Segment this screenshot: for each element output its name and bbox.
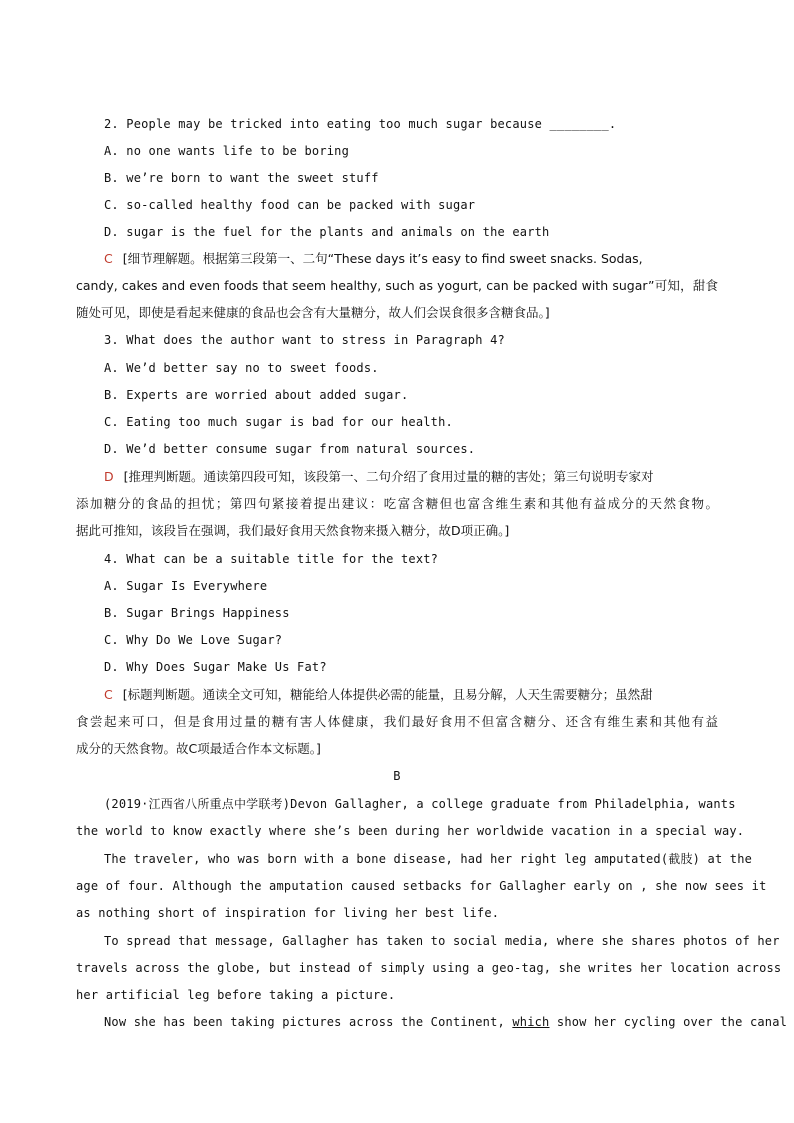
passage-p1-line-2: the world to know exactly where she’s been during her worldwide vacation in a special way.	[76, 824, 745, 838]
q4-answer: C	[104, 687, 113, 702]
q2-option-b: B. we’re born to want the sweet stuff	[104, 171, 379, 185]
passage-p1-line-1: (2019·江西省八所重点中学联考)Devon Gallagher, a college graduate from Philadelphia, wants	[104, 797, 736, 811]
q4-option-d: D. Why Does Sugar Make Us Fat?	[104, 660, 327, 674]
q3-explanation-line-2: 添加糖分的食品的担忧；第四句紧接着提出建议：吃富含糖但也富含维生素和其他有益成分的天然食物。	[76, 496, 718, 511]
q2-option-a: A. no one wants life to be boring	[104, 144, 350, 158]
q4-option-b: B. Sugar Brings Happiness	[104, 606, 290, 620]
passage-p2-line-2: age of four. Although the amputation caused setbacks for Gallagher early on , she now sees it	[76, 879, 767, 893]
q2-explanation-line-1: C [细节理解题。根据第三段第一、二句“These days it’s easy to find sweet snacks. Sodas,	[104, 251, 643, 266]
passage-p3-line-1: To spread that message, Gallagher has taken to social media, where she shares photos of her	[104, 934, 780, 948]
q2-option-d: D. sugar is the fuel for the plants and animals on the earth	[104, 225, 550, 239]
q3-stem: 3. What does the author want to stress in Paragraph 4?	[104, 333, 505, 347]
q3-option-b: B. Experts are worried about added sugar.	[104, 388, 409, 402]
q2-option-c: C. so-called healthy food can be packed with sugar	[104, 198, 476, 212]
section-heading: B	[393, 769, 401, 783]
passage-p2-line-3: as nothing short of inspiration for living her best life.	[76, 906, 500, 920]
passage-p2-line-1: The traveler, who was born with a bone disease, had her right leg amputated(截肢) at the	[104, 852, 753, 866]
passage-p3-line-2: travels across the globe, but instead of simply using a geo-tag, she writes her location across	[76, 961, 782, 975]
q3-explanation-line-1: D [推理判断题。通读第四段可知，该段第一、二句介绍了食用过量的糖的害处；第三句说明专家对	[104, 469, 654, 484]
passage-p3-line-3: her artificial leg before taking a picture.	[76, 988, 396, 1002]
q4-option-c: C. Why Do We Love Sugar?	[104, 633, 283, 647]
passage-p4-line-1: Now she has been taking pictures across the Continent, which show her cycling over the canal	[104, 1015, 788, 1029]
q4-explanation-line-3: 成分的天然食物。故C项最适合作本文标题。]	[76, 741, 321, 756]
q2-explanation-line-2: candy, cakes and even foods that seem healthy, such as yogurt, can be packed with sugar”可知，甜食	[76, 278, 718, 293]
underlined-word: which	[512, 1015, 550, 1029]
q2-answer: C	[104, 251, 113, 266]
q4-explanation-line-2: 食尝起来可口，但是食用过量的糖有害人体健康，我们最好食用不但富含糖分、还含有维生素和其他有益	[76, 714, 718, 729]
q3-option-a: A. We’d better say no to sweet foods.	[104, 361, 379, 375]
q3-answer: D	[104, 469, 114, 484]
q4-explanation-line-1: C [标题判断题。通读全文可知，糖能给人体提供必需的能量，且易分解，人天生需要糖分；虽然甜	[104, 687, 653, 702]
q2-explanation-line-3: 随处可见，即使是看起来健康的食品也会含有大量糖分，故人们会误食很多含糖食品。]	[76, 305, 550, 320]
q3-option-d: D. We’d better consume sugar from natural sources.	[104, 442, 476, 456]
q3-explanation-line-3: 据此可推知，该段旨在强调，我们最好食用天然食物来摄入糖分，故D项正确。]	[76, 523, 510, 538]
q2-stem: 2. People may be tricked into eating too much sugar because ________.	[104, 117, 617, 131]
q4-option-a: A. Sugar Is Everywhere	[104, 579, 268, 593]
q3-option-c: C. Eating too much sugar is bad for our health.	[104, 415, 453, 429]
q4-stem: 4. What can be a suitable title for the text?	[104, 552, 439, 566]
